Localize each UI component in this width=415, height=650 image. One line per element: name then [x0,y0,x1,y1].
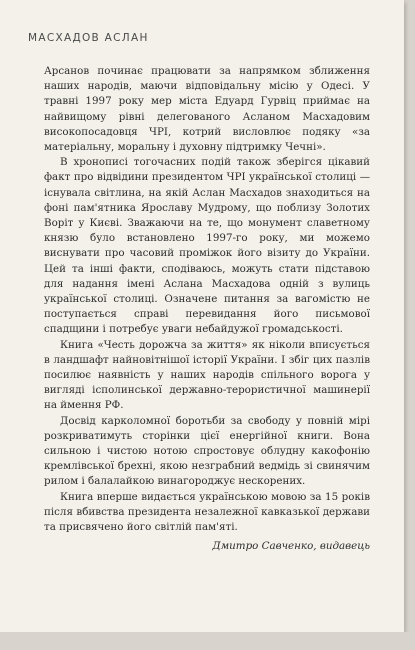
paragraph: Досвід карколомної боротьби за свободу у повній мірі розкриватимуть сторінки цієї енергійної книги. Вона сильною і чистою нотою спростовує облудну какофонію кремлівської брехні, якою незграбний ведмідь зі свинячим рилом і балалайкою винагороджує нескорених. [44,414,370,488]
body-text [44,64,370,555]
running-head: МАСХАДОВ АСЛАН [28,32,149,44]
paragraph: В хронописі тогочасних подій також зберігся цікавий факт про відвідини президентом ЧРІ української столиці — існувала світлина, на якій Аслан Масхадов знаходиться на фоні пам'ятника Ярославу Мудрому, що поблизу Золотих Воріт у Києві. Зважаючи на те, що монумент славетному князю було встановлено 1997-го року, ми можемо виснувати про часовий проміжок його візиту до України. Цей та інші факти, сподіваюсь, можуть стати підставою для надання імені Аслана Масхадова одній з вулиць української столиці. Означене питання за вагомістю не поступається справі перевидання його письмової спадщини і потребує уваги небайдужої громадськості. [44,156,370,336]
paragraph: Книга «Честь дорожча за життя» як ніколи вписується в ландшафт найновітнішої історії України. І збіг цих пазлів посилює наявність у наших народів спільного ворога у вигляді ісполинської державно-терористичної машинерії на ймення РФ. [44,338,370,412]
paragraph: Арсанов починає працювати за напрямком зближення наших народів, маючи відповідальну місію у Одесі. У травні 1997 року мер міста Едуард Гурвіц приймає на найвищому рівні делегованого Асланом Масхадовим високопосадовця ЧРІ, котрий висловлює подяку «за матеріальну, моральну і духовну підтримку Чечні». [44,65,370,154]
paragraph: Книга вперше видається українською мовою за 15 років після вбивства президента незалежної кавказької держави та присвячено його світлій пам'яті. [44,490,370,534]
page-bottom-edge [0,632,415,650]
signature: Дмитро Савченко, видавець [212,540,370,553]
